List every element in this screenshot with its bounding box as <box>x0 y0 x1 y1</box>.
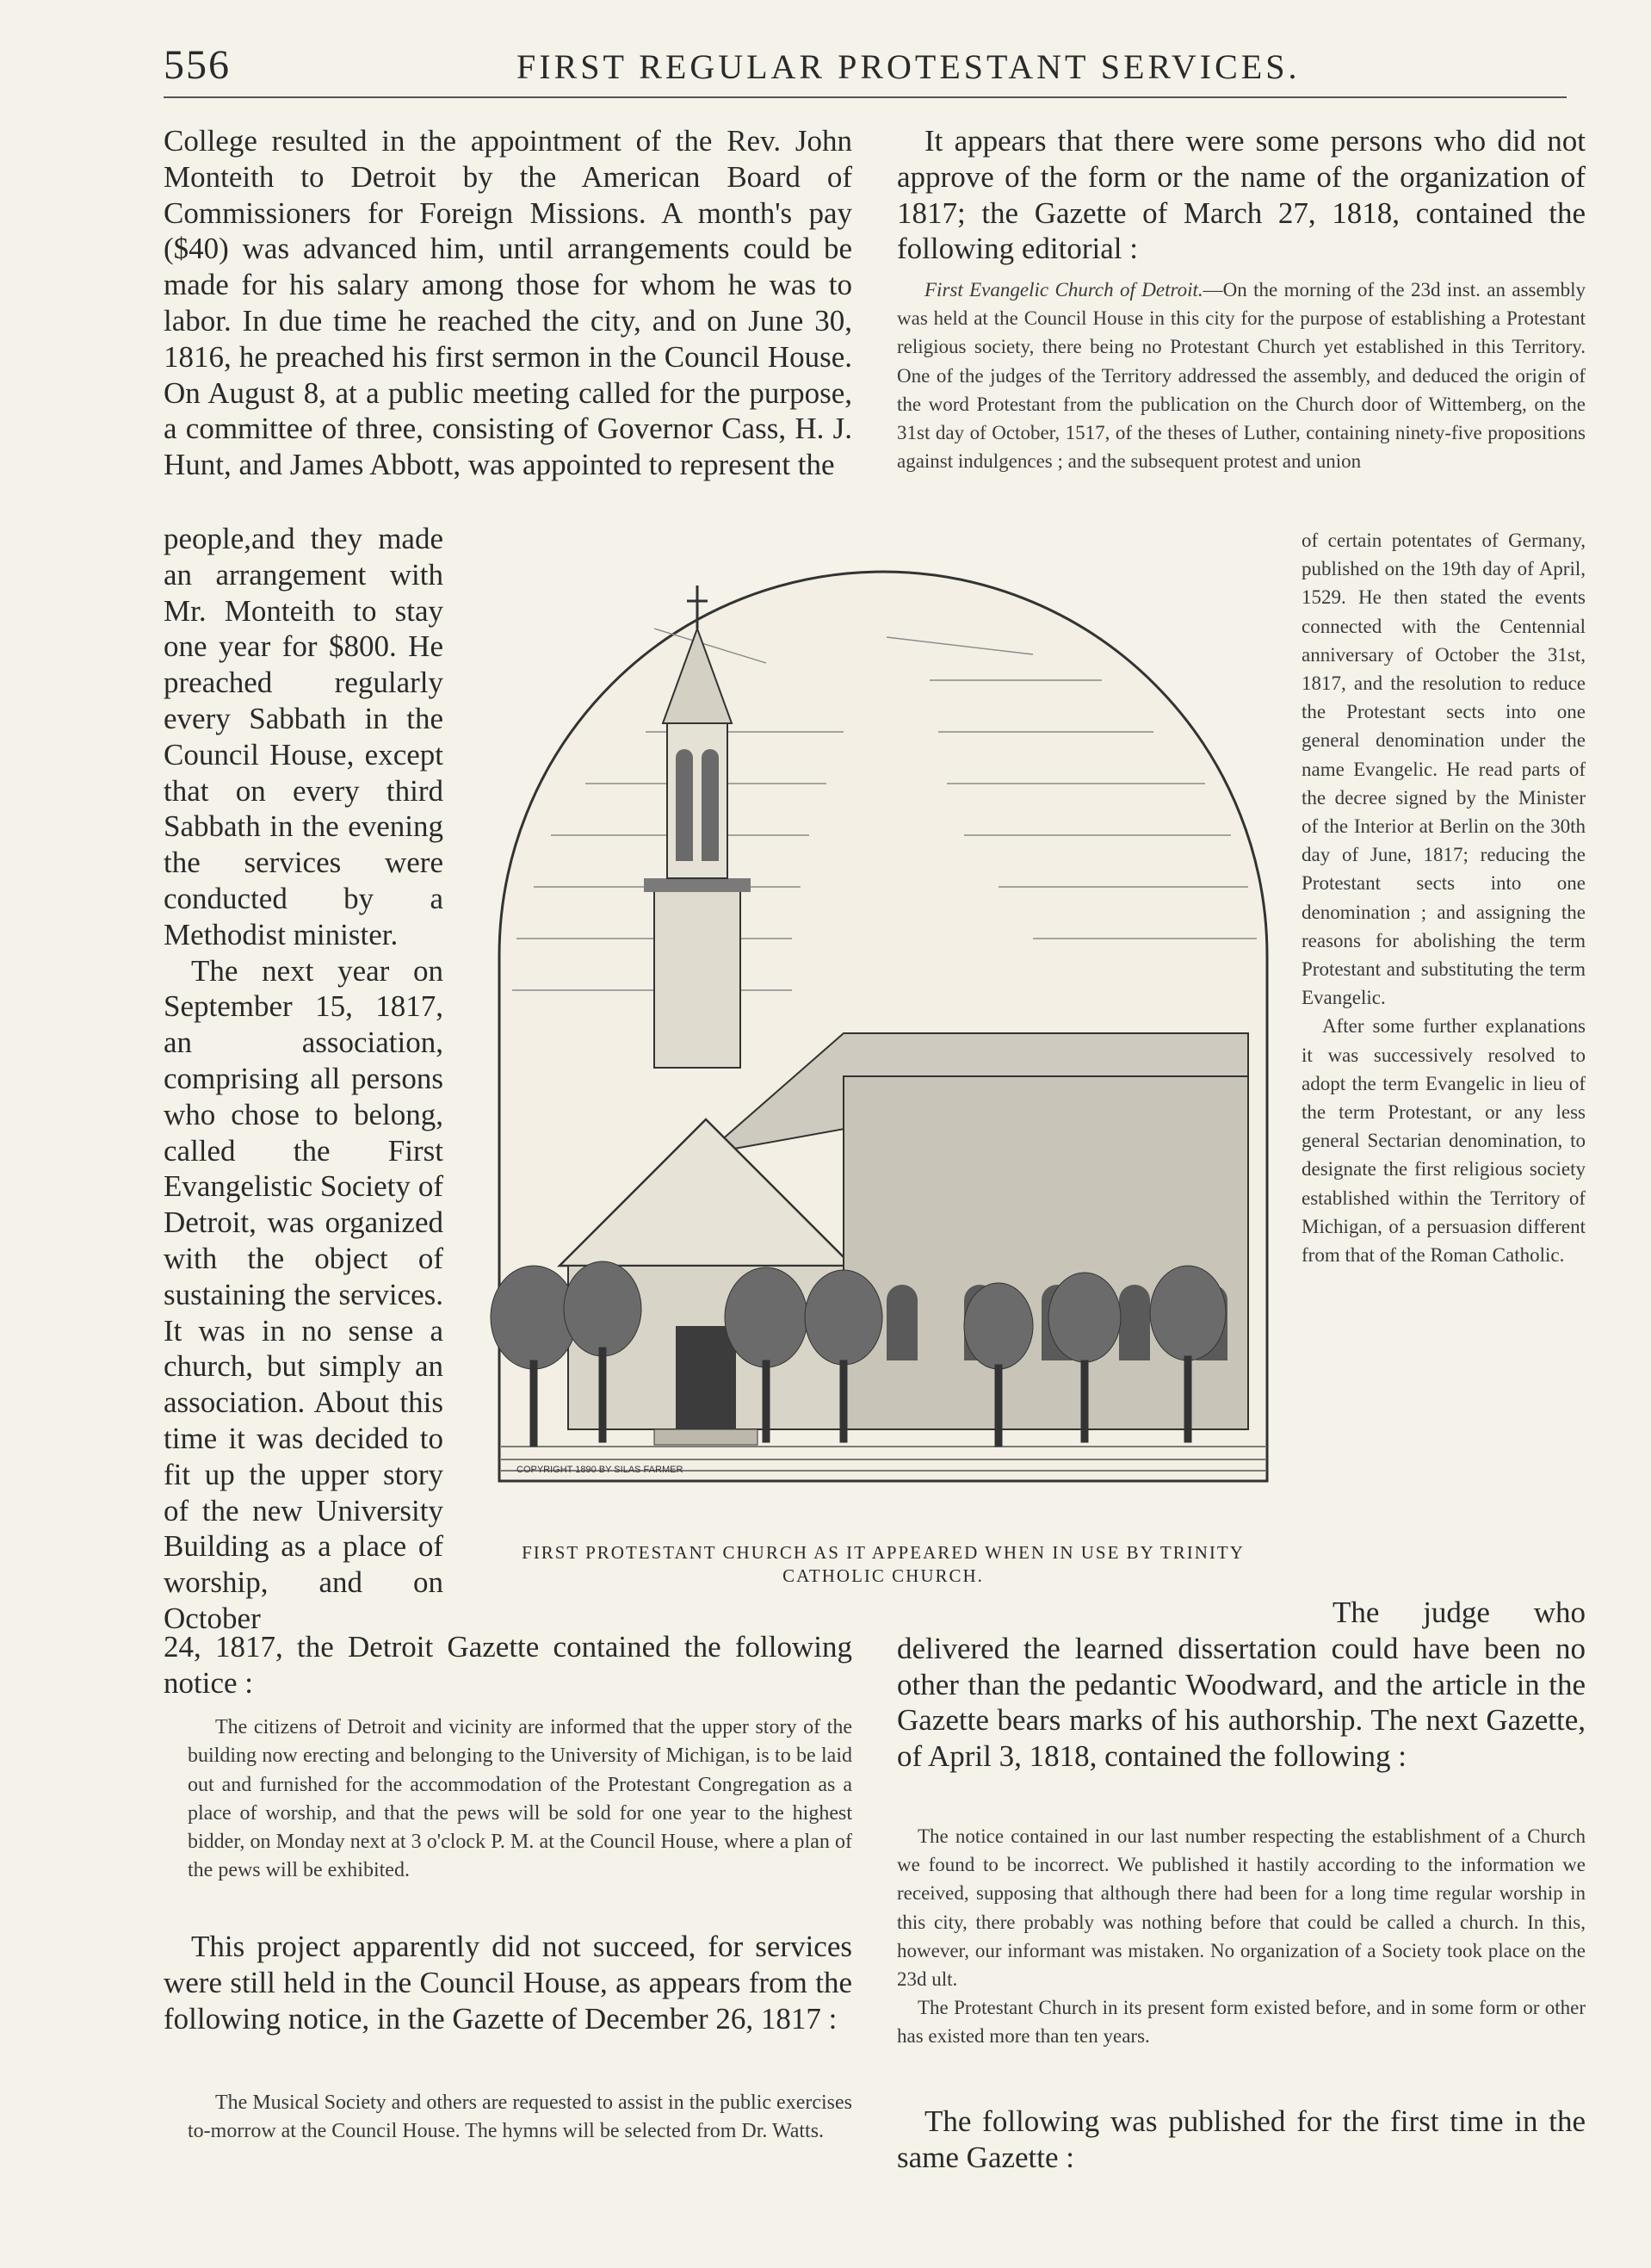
left-paragraph-2: The next year on September 15, 1817, an association, comprising all persons who chose to belong, called the First Evangelistic Society of Detroit, was organized with the object of sustaining the services. It was in no sense a church, but simply an association. About this time it was decided to fit up the upper story of the new University Building as a place of worship, and on October <box>164 953 443 1635</box>
header-rule <box>164 96 1567 98</box>
left-wrapped-text <box>164 521 443 1637</box>
correction-text-1: The notice contained in our last number respecting the establishment of a Church we found to be incorrect. We published it hastily according to the information we received, supposing that although there had been for a long time regular worship in this city, there probably was nothing before that could be called a church. In this, however, our informant was mistaken. No organization of a Society took place on the 23d ult. <box>897 1825 1586 1991</box>
left-paragraph-2-end: 24, 1817, the Detroit Gazette contained the following notice : <box>164 1630 852 1700</box>
illustration-caption: FIRST PROTESTANT CHURCH AS IT APPEARED WHEN IN USE BY TRINITY CATHOLIC CHURCH. <box>522 1542 1245 1586</box>
gazette-correction <box>897 1822 1586 2051</box>
copyright-line: COPYRIGHT 1890 BY SILAS FARMER <box>516 1465 683 1475</box>
left-paragraph-wrap: people,and they made an arrangement with Mr. Monteith to stay one year for $800. He preached regularly every Sabbath in the Council House, except that on every third Sabbath in the evening the services were conducted by a Methodist minister. <box>164 522 443 951</box>
left-paragraph-project: This project apparently did not succeed, for services were still held in the Council House, as appears from the following notice, in the Gazette of December 26, 1817 : <box>164 1930 852 2036</box>
left-paragraph-1: College resulted in the appointment of the Rev. John Monteith to Detroit by the American Board of Commissioners for Foreign Missions. A month's pay ($40) was advanced him, until arrangements could be made for his salary among those for whom he was to labor. In due time he reached the city, and on June 30, 1816, he preached his first sermon in the Council House. On August 8, at a public meeting called for the purpose, a committee of three, consisting of Governor Cass, H. J. Hunt, and James Abbott, was appointed to represent the <box>164 124 852 482</box>
running-head <box>164 41 1567 102</box>
editorial-text: —On the morning of the 23d inst. an assembly was held at the Council House in this city for the purpose of establishing a Protestant religious society, there being no Protestant Church yet established in this Territory. One of the judges of the Territory addressed the assembly, and deduced the origin of the word Protestant from the publication on the Church door of Wittemberg, on the 31st day of October, 1517, of the theses of Luther, containing ninety-five propositions against indulgences ; and the subsequent protest and union <box>897 279 1586 473</box>
church-door <box>676 1326 736 1429</box>
tower-battlement <box>644 878 751 892</box>
right-paragraph-judge: The judge who delivered the learned dissertation could have been no other than the pedantic Woodward, and the article in the Gazette bears marks of his authorship. The next Gazette, of April 3, 1818, contained the following : <box>897 1596 1586 1774</box>
editorial-cont-text: of certain potentates of Germany, published on the 19th day of April, 1529. He then stated the events connected with the Centennial anniversary of October the 31st, 1817, and the resolution to reduce the Protestant sects into one general denomination under the name Evangelic. He read parts of the decree signed by the Minister of the Interior at Berlin on the 30th day of June, 1817; reducing the Protestant sects into one denomination ; and assigning the reasons for abolishing the term Protestant and substituting the term Evangelic. <box>1302 530 1586 1009</box>
musical-society-notice: The Musical Society and others are requested to assist in the public exercises to-morrow at the Council House. The hymns will be selected from Dr. Watts. <box>188 2091 852 2143</box>
church-engraving <box>482 560 1284 1498</box>
editorial-cont-text-2: After some further explanations it was successively resolved to adopt the term Evangelic in lieu of the term Protestant, or any less general Sectarian denomination, to designate the first religious society established within the Territory of Michigan, of a persuasion different from that of the Roman Catholic. <box>1302 1015 1586 1267</box>
correction-text-2: The Protestant Church in its present form existed before, and in some form or other has existed more than ten years. <box>897 1997 1586 2048</box>
editorial-title: First Evangelic Church of Detroit. <box>924 279 1203 301</box>
page-number: 556 <box>164 42 231 88</box>
university-notice: The citizens of Detroit and vicinity are informed that the upper story of the building now erecting and belonging to the University of Michigan, is to be laid out and furnished for the accommodation of the Protestant Congregation as a place of worship, and that the pews will be sold for one year to the highest bidder, on Monday next at 3 o'clock P. M. at the Council House, where a plan of the pews will be exhibited. <box>188 1716 852 1882</box>
church-tower <box>654 887 740 1068</box>
right-paragraph-1: It appears that there were some persons who did not approve of the form or the name of the organization of 1817; the Gazette of March 27, 1818, contained the following editorial : <box>897 124 1586 266</box>
running-title: FIRST REGULAR PROTESTANT SERVICES. <box>516 47 1301 86</box>
gazette-editorial <box>897 276 1586 475</box>
church-steps <box>654 1429 757 1445</box>
editorial-continued <box>1302 526 1586 1269</box>
right-paragraph-following: The following was published for the first time in the same Gazette : <box>897 2104 1586 2174</box>
